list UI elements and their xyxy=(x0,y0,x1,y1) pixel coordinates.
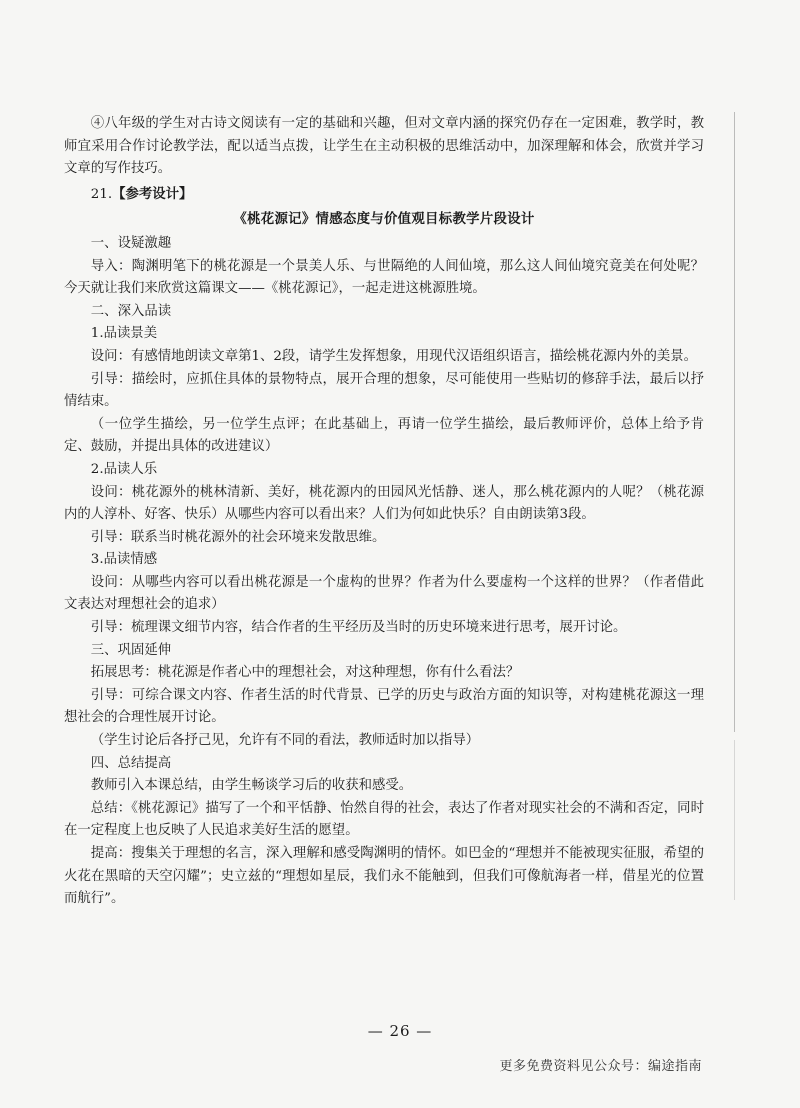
footer-note: 更多免费资料见公众号：编途指南 xyxy=(499,1059,702,1074)
paragraph-guide-4: 引导：可综合课文内容、作者生活的时代背景、已学的历史与政治方面的知识等，对构建桃花源这一理想社会的合理性展开讨论。 xyxy=(64,687,704,726)
paragraph-summary-intro: 教师引入本课总结，由学生畅谈学习后的收获和感受。 xyxy=(90,778,413,794)
page-content xyxy=(64,113,704,911)
paragraph-activity-note-1: （一位学生描绘，另一位学生点评；在此基础上，再请一位学生描绘，最后教师评价，总体上给予肯定、鼓励，并提出具体的改进建议） xyxy=(64,416,704,455)
subsection-heading-2-3: 3.品读情感 xyxy=(90,552,158,568)
paragraph-intro-note: ④八年级的学生对古诗文阅读有一定的基础和兴趣，但对文章内涵的探究仍存在一定困难，教学时，教师宜采用合作讨论教学法，配以适当点拨，让学生在主动积极的思维活动中，加深理解和体会，欣赏并学习文章的写作技巧。 xyxy=(64,116,704,177)
section-heading-4: 四、总结提高 xyxy=(90,755,172,771)
page-number: — 26 — xyxy=(367,1022,433,1040)
question-number: 21. xyxy=(90,186,113,202)
section-heading-2: 二、深入品读 xyxy=(90,303,172,319)
paragraph-guide-2: 引导：联系当时桃花源外的社会环境来发散思维。 xyxy=(90,529,386,545)
paragraph-extension-question: 拓展思考：桃花源是作者心中的理想社会，对这种理想，你有什么看法？ xyxy=(90,665,520,681)
paragraph-question-1: 设问：有感情地朗读文章第1、2段，请学生发挥想象，用现代汉语组织语言，描绘桃花源内外的美景。 xyxy=(90,348,698,364)
design-title: 《桃花源记》情感态度与价值观目标教学片段设计 xyxy=(233,211,535,228)
paragraph-question-3: 设问：从哪些内容可以看出桃花源是一个虚构的世界？作者为什么要虚构一个这样的世界？（作者借此文表达对理想社会的追求） xyxy=(64,574,704,613)
paragraph-lead-in: 导入：陶渊明笔下的桃花源是一个景美人乐、与世隔绝的人间仙境，那么这人间仙境究竟美在何处呢？今天就让我们来欣赏这篇课文——《桃花源记》，一起走进这桃源胜境。 xyxy=(64,258,704,297)
question-label: 【参考设计】 xyxy=(112,185,193,202)
margin-rule xyxy=(734,112,735,732)
question-heading xyxy=(64,183,704,207)
paragraph-improvement: 提高：搜集关于理想的名言，深入理解和感受陶渊明的情怀。如巴金的“理想并不能被现实征服，希望的火花在黑暗的天空闪耀”；史立兹的“理想如星辰，我们永不能触到，但我们可像航海者一样，借星光的位置而航行”。 xyxy=(64,846,704,907)
paragraph-guide-3: 引导：梳理课文细节内容，结合作者的生平经历及当时的历史环境来进行思考，展开讨论。 xyxy=(90,620,627,636)
paragraph-activity-note-2: （学生讨论后各抒己见，允许有不同的看法，教师适时加以指导） xyxy=(90,733,480,749)
paragraph-question-2: 设问：桃花源外的桃林清新、美好，桃花源内的田园风光恬静、迷人，那么桃花源内的人呢？（桃花源内的人淳朴、好客、快乐）从哪些内容可以看出来？人们为何如此快乐？自由朗读第3段。 xyxy=(64,484,704,523)
subsection-heading-2-1: 1.品读景美 xyxy=(90,326,158,342)
margin-rule-lower xyxy=(734,740,735,900)
paragraph-guide-1: 引导：描绘时，应抓住具体的景物特点，展开合理的想象，尽可能使用一些贴切的修辞手法，最后以抒情结束。 xyxy=(64,371,704,410)
section-heading-3: 三、巩固延伸 xyxy=(90,642,172,658)
subsection-heading-2-2: 2.品读人乐 xyxy=(90,461,158,477)
paragraph-summary: 总结：《桃花源记》描写了一个和平恬静、怡然自得的社会，表达了作者对现实社会的不满和否定，同时在一定程度上也反映了人民追求美好生活的愿望。 xyxy=(64,800,704,839)
section-heading-1: 一、设疑激趣 xyxy=(90,235,172,251)
